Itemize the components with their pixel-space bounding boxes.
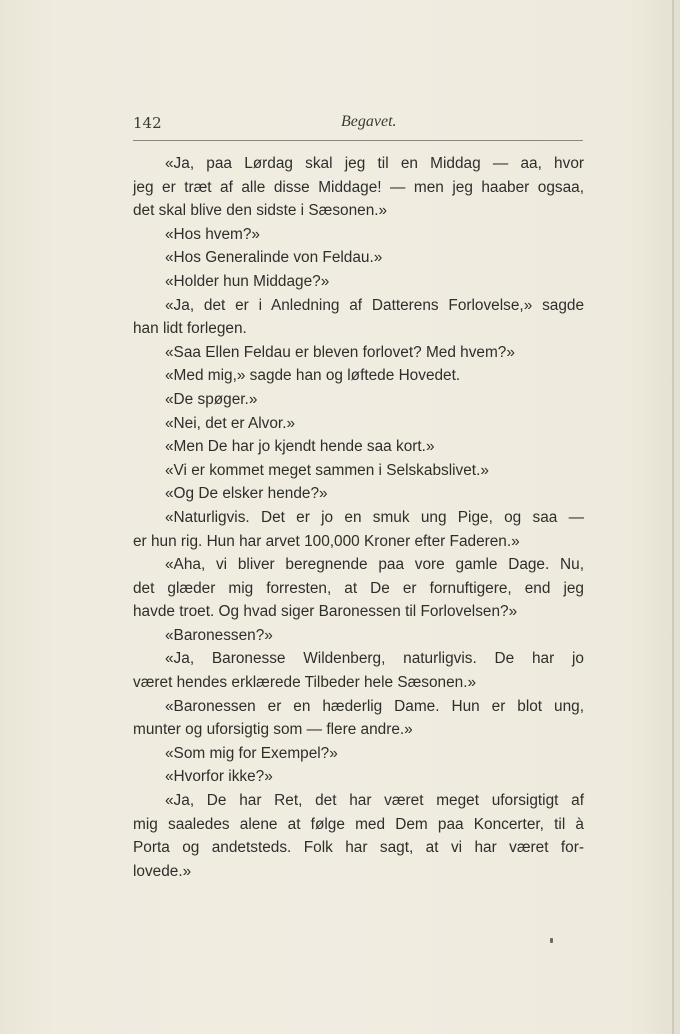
text-line: mig saaledes alene at følge med Dem paa Koncerter, til à xyxy=(133,815,584,833)
paragraph xyxy=(133,341,584,365)
text-line: det glæder mig forresten, at De er fornuftigere, end jeg xyxy=(133,579,584,597)
text-line: «Ja, paa Lørdag skal jeg til en Middag — aa, hvor xyxy=(165,155,584,172)
text-line: «Og De elsker hende?» xyxy=(165,485,328,503)
paragraph xyxy=(133,765,584,789)
text-line: «Baronessen?» xyxy=(165,626,273,644)
text-line: «Men De har jo kjendt hende saa kort.» xyxy=(165,438,435,456)
paragraph xyxy=(133,624,584,648)
paragraph xyxy=(133,553,584,624)
text-line: «Baronessen er en hæderlig Dame. Hun er blot ung, xyxy=(165,697,584,715)
text-line: havde troet. Og hvad siger Baronessen til Forlovelsen?» xyxy=(133,603,518,621)
paragraph xyxy=(133,459,584,483)
text-line: munter og uforsigtig som — flere andre.» xyxy=(133,721,413,739)
text-line: han lidt forlegen. xyxy=(133,320,247,338)
paragraph xyxy=(133,695,584,742)
paragraph xyxy=(133,388,584,412)
running-title: Begavet. xyxy=(341,113,397,130)
paragraph xyxy=(133,435,584,459)
text-line: «Nei, det er Alvor.» xyxy=(165,414,296,432)
paragraph xyxy=(133,246,584,270)
text-line: er hun rig. Hun har arvet 100,000 Kroner efter Faderen.» xyxy=(133,532,520,550)
paragraph xyxy=(133,647,584,694)
page-number: 142 xyxy=(133,114,162,132)
text-line: Porta og andetsteds. Folk har sagt, at vi har været for- xyxy=(133,839,584,857)
text-line: «Ja, De har Ret, det har været meget uforsigtigt af xyxy=(165,792,584,810)
paragraph xyxy=(133,742,584,766)
text-line: været hendes erklærede Tilbeder hele Sæsonen.» xyxy=(133,674,477,692)
text-line: «Hos hvem?» xyxy=(165,225,260,243)
paragraph xyxy=(133,412,584,436)
text-line: «Ja, det er i Anledning af Datterens Forlovelse,» sagde xyxy=(165,296,584,314)
page-header xyxy=(133,112,583,141)
paragraph xyxy=(133,270,584,294)
text-line: jeg er træt af alle disse Middage! — men jeg haaber ogsaa, xyxy=(133,178,584,196)
text-line: «Hvorfor ikke?» xyxy=(165,768,273,786)
text-line: «Hos Generalinde von Feldau.» xyxy=(165,249,383,267)
text-line: «Holder hun Middage?» xyxy=(165,272,330,290)
paragraph xyxy=(133,482,584,506)
text-line: «Naturligvis. Det er jo en smuk ung Pige, og saa — xyxy=(165,508,584,526)
text-line: «Saa Ellen Feldau er bleven forlovet? Med hvem?» xyxy=(165,343,515,361)
text-line: «Vi er kommet meget sammen i Selskabslivet.» xyxy=(165,461,489,479)
text-line: «Aha, vi bliver beregnende paa vore gamle Dage. Nu, xyxy=(165,556,584,574)
body-text xyxy=(133,152,584,883)
text-line: «De spøger.» xyxy=(165,390,258,408)
paragraph xyxy=(133,294,584,341)
text-line: «Ja, Baronesse Wildenberg, naturligvis. De har jo xyxy=(165,650,584,668)
ink-speck xyxy=(550,938,553,943)
paragraph xyxy=(133,364,584,388)
paragraph xyxy=(133,789,584,883)
text-line: lovede.» xyxy=(133,862,192,880)
text-line: «Som mig for Exempel?» xyxy=(165,744,338,762)
paragraph xyxy=(133,152,584,223)
paragraph xyxy=(133,223,584,247)
page-edge xyxy=(672,0,674,1034)
text-line: det skal blive den sidste i Sæsonen.» xyxy=(133,202,388,220)
paragraph xyxy=(133,506,584,553)
text-line: «Med mig,» sagde han og løftede Hovedet. xyxy=(165,367,461,385)
